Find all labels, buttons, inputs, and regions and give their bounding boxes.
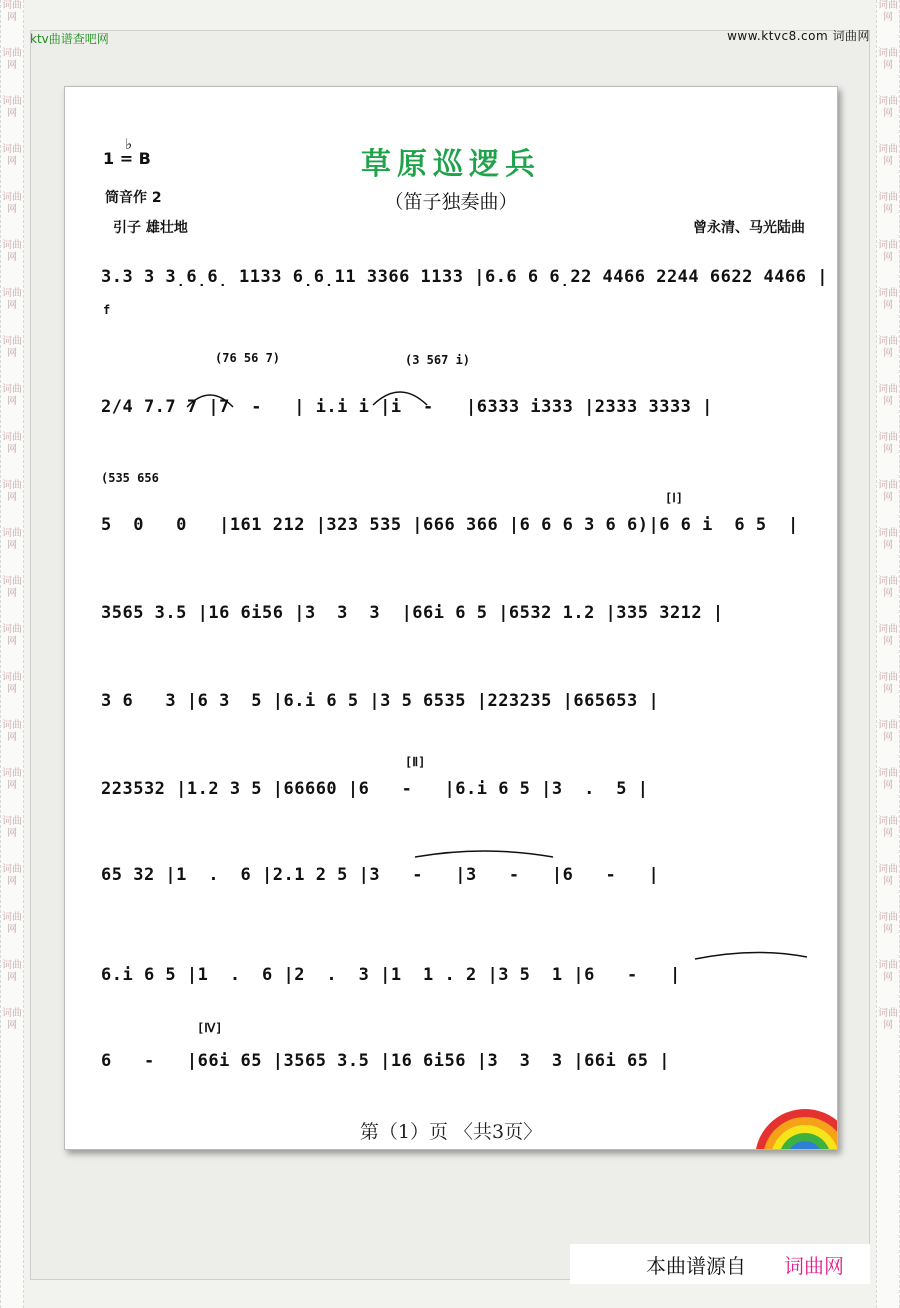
right-border-stamps [876,0,900,1308]
side-stamp: 词曲网 [2,576,22,599]
side-stamp: 词曲网 [878,624,898,647]
side-stamp: 词曲网 [2,720,22,743]
side-stamp: 词曲网 [878,96,898,119]
site-watermark-right[interactable]: www.ktvc8.com 词曲网 [727,29,870,43]
side-stamp: 词曲网 [878,48,898,71]
side-stamp: 词曲网 [878,528,898,551]
notation-line-8: 6.i 6 5 |1 . 6 |2 . 3 |1 1 . 2 |3 5 1 |6 - | [101,965,681,985]
side-stamp: 词曲网 [878,912,898,935]
side-stamp: 词曲网 [2,768,22,791]
dynamic-mark: f [103,303,111,317]
side-stamp: 词曲网 [2,48,22,71]
side-stamp: 词曲网 [878,384,898,407]
composer: 曾永清、马光陆曲 [693,220,805,236]
side-stamp: 词曲网 [2,912,22,935]
side-stamp: 词曲网 [878,432,898,455]
side-stamp: 词曲网 [2,144,22,167]
side-stamp: 词曲网 [878,192,898,215]
side-stamp: 词曲网 [2,240,22,263]
side-stamp: 词曲网 [878,576,898,599]
left-border-stamps [0,0,24,1308]
notation-line-3: 5 0 0 |161 212 |323 535 |666 366 |6 6 6 3 6 6)|6 6 i 6 5 | [101,515,799,535]
side-stamp: 词曲网 [2,624,22,647]
side-stamp: 词曲网 [2,816,22,839]
section-mark-4: [Ⅳ] [197,1021,223,1035]
side-stamp: 词曲网 [2,960,22,983]
side-stamp: 词曲网 [878,144,898,167]
score-subtitle: （笛子独奏曲） [384,191,518,213]
section-mark-2: [Ⅱ] [405,755,426,769]
side-stamp: 词曲网 [2,672,22,695]
side-stamp: 词曲网 [2,288,22,311]
notation-line-1: 3.3 3 3̣6̣6̣ 1133 6̣6̣11 3366 1133 |6.6 6 6̣22 4466 2244 6622 4466 | [101,267,828,287]
side-stamp: 词曲网 [2,480,22,503]
side-stamp: 词曲网 [878,0,898,23]
notation-line-2: 2/4 7.7 7 |7 - | i.i i |i - |6333 i333 |2333 3333 | [101,397,713,417]
slur-marks [65,87,837,1149]
side-stamp: 词曲网 [878,480,898,503]
site-watermark-left[interactable]: ktv曲谱查吧网 [30,32,109,46]
key-text: 1 = B [103,149,151,168]
score-sheet [64,86,838,1150]
side-stamp: 词曲网 [878,720,898,743]
grace-notes-3: (535 656 [101,471,159,485]
notation-line-9: 6 - |66i 65 |3565 3.5 |16 6i56 |3 3 3 |66i 65 | [101,1051,670,1071]
side-stamp: 词曲网 [2,1008,22,1031]
grace-notes-1: (76 56 7) [215,351,281,365]
notation-line-7: 65 32 |1 . 6 |2.1 2 5 |3 - |3 - |6 - | [101,865,660,885]
score-title: 草原巡逻兵 [361,147,541,182]
side-stamp: 词曲网 [878,336,898,359]
section-mark-1: [Ⅰ] [665,491,683,505]
side-stamp: 词曲网 [2,528,22,551]
side-stamp: 词曲网 [878,768,898,791]
fingering-method: 筒音作 2 [105,190,162,206]
side-stamp: 词曲网 [878,240,898,263]
source-stamp-brand[interactable]: 词曲网 [784,1254,844,1278]
side-stamp: 词曲网 [878,960,898,983]
notation-line-6: 223532 |1.2 3 5 |66660 |6 - |6.i 6 5 |3 . 5 | [101,779,649,799]
grace-notes-2: (3 567 i) [405,353,471,367]
flat-sign: ♭ [125,135,133,153]
section-intro: 引子 雄壮地 [113,220,188,236]
side-stamp: 词曲网 [878,1008,898,1031]
side-stamp: 词曲网 [878,672,898,695]
side-stamp: 词曲网 [2,192,22,215]
side-stamp: 词曲网 [878,864,898,887]
side-stamp: 词曲网 [878,816,898,839]
side-stamp: 词曲网 [2,0,22,23]
source-stamp-text: 本曲谱源自 [646,1254,746,1278]
rainbow-decoration [749,1099,838,1150]
page-footer: 第（1）页 〈共3页〉 [359,1121,543,1143]
notation-line-4: 3565 3.5 |16 6i56 |3 3 3 |66i 6 5 |6532 1.2 |335 3212 | [101,603,724,623]
side-stamp: 词曲网 [878,288,898,311]
side-stamp: 词曲网 [2,864,22,887]
side-stamp: 词曲网 [2,384,22,407]
side-stamp: 词曲网 [2,336,22,359]
side-stamp: 词曲网 [2,96,22,119]
side-stamp: 词曲网 [2,432,22,455]
notation-line-5: 3 6 3 |6 3 5 |6.i 6 5 |3 5 6535 |223235 |665653 | [101,691,660,711]
